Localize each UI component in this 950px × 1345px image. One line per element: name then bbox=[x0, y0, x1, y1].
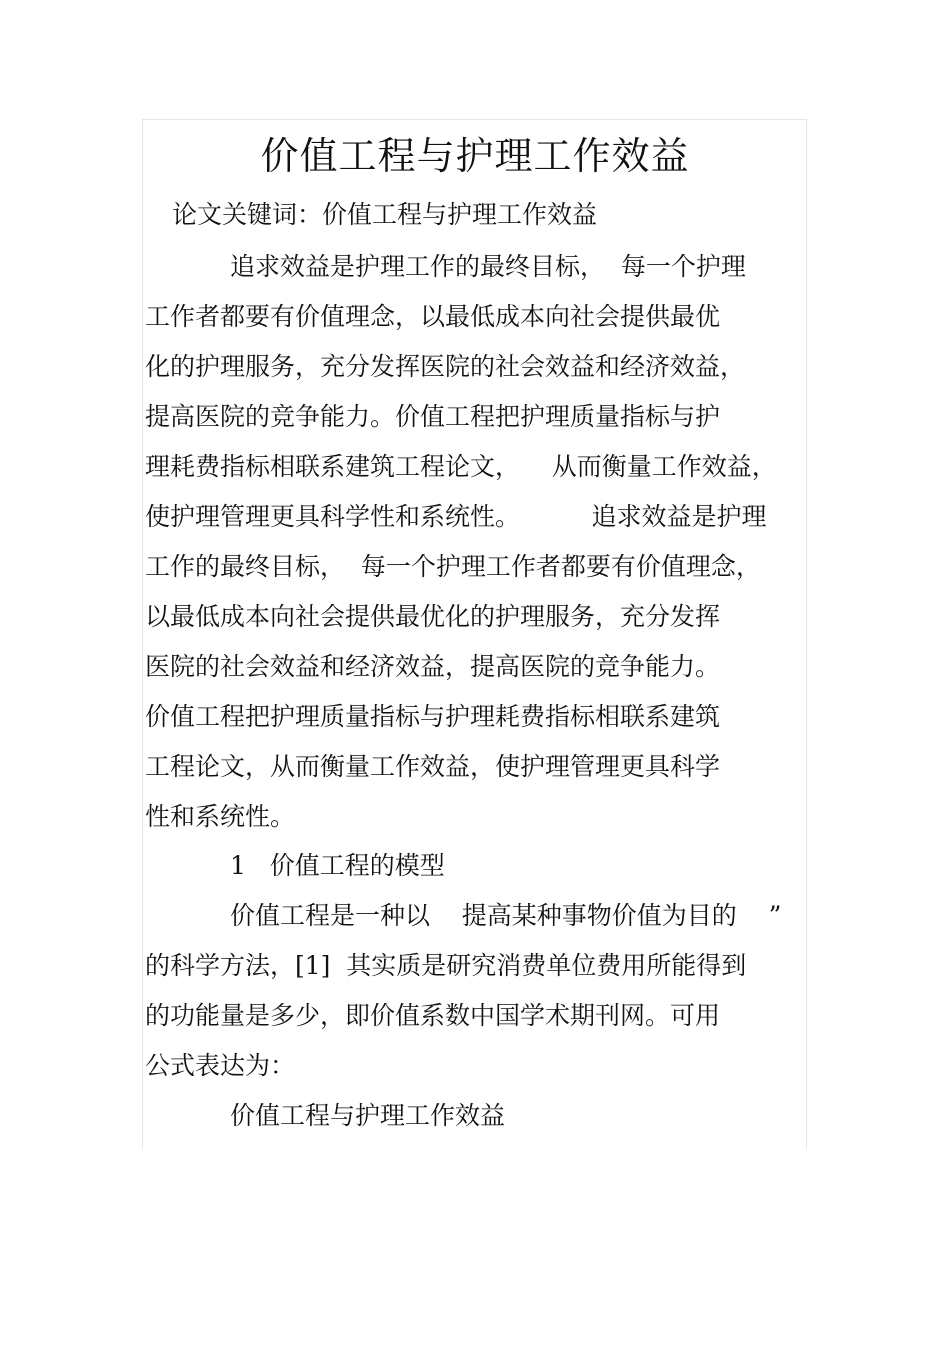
keywords-line: 论文关键词：价值工程与护理工作效益 bbox=[172, 200, 598, 229]
body-line: 以最低成本向社会提供最优化的护理服务，充分发挥 bbox=[145, 602, 721, 631]
body-line: 医院的社会效益和经济效益，提高医院的竞争能力。 bbox=[145, 652, 721, 681]
document-title: 价值工程与护理工作效益 bbox=[260, 134, 690, 178]
section-heading: 1 价值工程的模型 bbox=[230, 851, 445, 880]
body-line: 性和系统性。 bbox=[145, 802, 296, 831]
body-line: 的科学方法，[1] 其实质是研究消费单位费用所能得到 bbox=[145, 951, 747, 980]
body-line: 价值工程与护理工作效益 bbox=[230, 1101, 506, 1130]
body-line: 工程论文，从而衡量工作效益，使护理管理更具科学 bbox=[145, 752, 721, 781]
body-line: 价值工程是一种以 提高某种事物价值为目的 ” bbox=[230, 901, 782, 930]
body-line: 使护理管理更具科学性和系统性。 追求效益是护理 bbox=[145, 502, 767, 531]
body-line: 价值工程把护理质量指标与护理耗费指标相联系建筑 bbox=[145, 702, 721, 731]
body-line: 的功能量是多少，即价值系数中国学术期刊网。可用 bbox=[145, 1001, 721, 1030]
body-line: 追求效益是护理工作的最终目标， 每一个护理 bbox=[230, 252, 746, 281]
body-line: 工作的最终目标， 每一个护理工作者都要有价值理念， bbox=[145, 552, 761, 581]
body-line: 理耗费指标相联系建筑工程论文， 从而衡量工作效益， bbox=[145, 452, 777, 481]
body-line: 工作者都要有价值理念，以最低成本向社会提供最优 bbox=[145, 302, 721, 331]
body-line: 化的护理服务，充分发挥医院的社会效益和经济效益， bbox=[145, 352, 746, 381]
body-line: 提高医院的竞争能力。价值工程把护理质量指标与护 bbox=[145, 402, 721, 431]
body-line: 公式表达为： bbox=[145, 1051, 296, 1080]
